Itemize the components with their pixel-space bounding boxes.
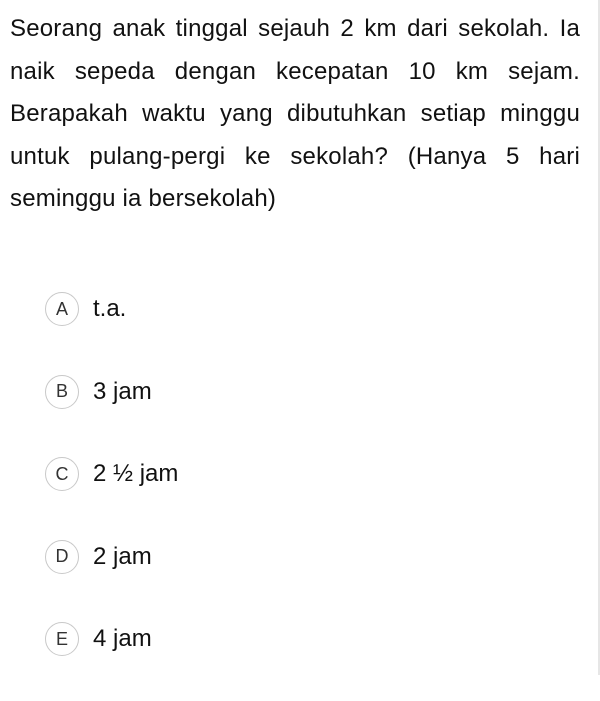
option-d-letter: D <box>45 540 79 574</box>
option-a[interactable] <box>45 288 445 330</box>
question-text: Seorang anak tinggal sejauh 2 km dari sekolah. Ia naik sepeda dengan kecepatan 10 km sejam. Berapakah waktu yang dibutuhkan setiap minggu untuk pulang-pergi ke sekolah? (Hanya 5 hari seminggu ia bersekolah) <box>10 15 580 212</box>
option-a-text: t.a. <box>93 295 127 322</box>
option-a-letter: A <box>45 292 79 326</box>
option-d-text: 2 jam <box>93 542 152 570</box>
option-b[interactable] <box>45 371 445 413</box>
option-b-text: 3 jam <box>93 377 152 405</box>
answer-options <box>45 288 445 701</box>
option-c[interactable] <box>45 453 445 495</box>
option-e[interactable] <box>45 618 445 660</box>
option-b-letter: B <box>45 375 79 409</box>
option-c-letter: C <box>45 457 79 491</box>
option-e-text: 4 jam <box>93 625 152 652</box>
option-d[interactable] <box>45 536 445 578</box>
option-c-text: 2 ½ jam <box>93 460 179 487</box>
option-e-letter: E <box>45 622 79 656</box>
